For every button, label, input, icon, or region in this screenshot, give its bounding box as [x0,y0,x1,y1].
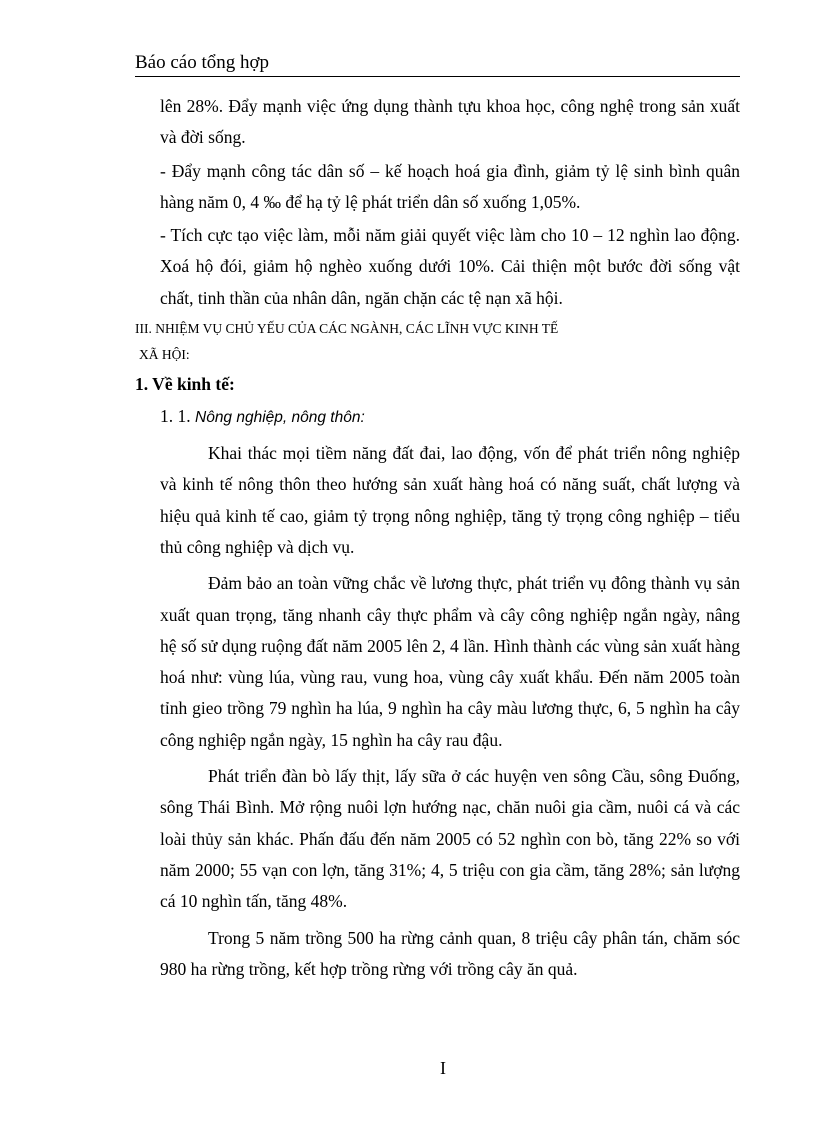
paragraph-employment: - Tích cực tạo việc làm, mỗi năm giải quyết việc làm cho 10 – 12 nghìn lao động. Xoá hộ đói, giảm hộ nghèo xuống dưới 10%. Cải thiện một bước đời sống vật chất, tinh thần của nhân dân, ngăn chặn các tệ nạn xã hội. [160,225,740,308]
section-title [135,316,740,368]
paragraph-livestock: Phát triển đàn bò lấy thịt, lấy sữa ở các huyện ven sông Cầu, sông Đuống, sông Thái Bình. Mở rộng nuôi lợn hướng nạc, chăn nuôi gia cầm, nuôi cá và các loài thủy sản khác. Phấn đấu đến năm 2005 có 52 nghìn con bò, tăng 22% so với năm 2000; 55 vạn con lợn, tăng 31%; 4, 5 triệu con gia cầm, tăng 28%; sản lượng cá 10 nghìn tấn, tăng 48%. [160,766,740,912]
section-title-line1: III. NHIỆM VỤ CHỦ YẾU CỦA CÁC NGÀNH, CÁC LĨNH VỰC KINH TẾ [135,321,559,337]
paragraph-food-security: Đảm bảo an toàn vững chắc về lương thực, phát triển vụ đông thành vụ sản xuất quan trọng, tăng nhanh cây thực phẩm và cây công nghiệp ngắn ngày, nâng hệ số sử dụng ruộng đất năm 2005 lên 2, 4 lần. Hình thành các vùng sản xuất hàng hoá như: vùng lúa, vùng rau, vung hoa, vùng cây xuất khẩu. Đến năm 2005 toàn tỉnh gieo trồng 79 nghìn ha lúa, 9 nghìn ha cây màu lương thực, 6, 5 nghìn ha cây công nghiệp ngắn ngày, 15 nghìn ha cây rau đậu. [160,573,740,750]
page-header [135,50,740,77]
heading-agriculture-number: 1. 1. [160,406,191,427]
header-title: Báo cáo tổng hợp [135,52,270,73]
paragraph-forestry: Trong 5 năm trồng 500 ha rừng cảnh quan, 8 triệu cây phân tán, chăm sóc 980 ha rừng trồng, kết hợp trồng rừng với trồng cây ăn quả. [160,927,740,979]
document-body [135,91,740,985]
paragraph-population: - Đẩy mạnh công tác dân số – kế hoạch hoá gia đình, giảm tỷ lệ sinh bình quân hàng năm 0, 4 ‰ để hạ tỷ lệ phát triển dân số xuống 1,05%. [160,160,740,212]
heading-agriculture [160,400,740,434]
heading-economy: 1. Về kinh tế: [135,374,235,395]
heading-agriculture-title: Nông nghiệp, nông thôn: [195,409,365,427]
section-title-line2: XÃ HỘI: [139,347,190,363]
paragraph-continuation: lên 28%. Đẩy mạnh việc ứng dụng thành tựu khoa học, công nghệ trong sản xuất và đời sống. [160,96,740,148]
page-number: I [440,1058,446,1078]
paragraph-exploitation: Khai thác mọi tiềm năng đất đai, lao động, vốn để phát triển nông nghiệp và kinh tế nông thôn theo hướng sản xuất hàng hoá có năng suất, chất lượng và hiệu quả kinh tế cao, giảm tỷ trọng nông nghiệp, tăng tỷ trọng công nghiệp – tiểu thủ công nghiệp và dịch vụ. [160,443,740,557]
